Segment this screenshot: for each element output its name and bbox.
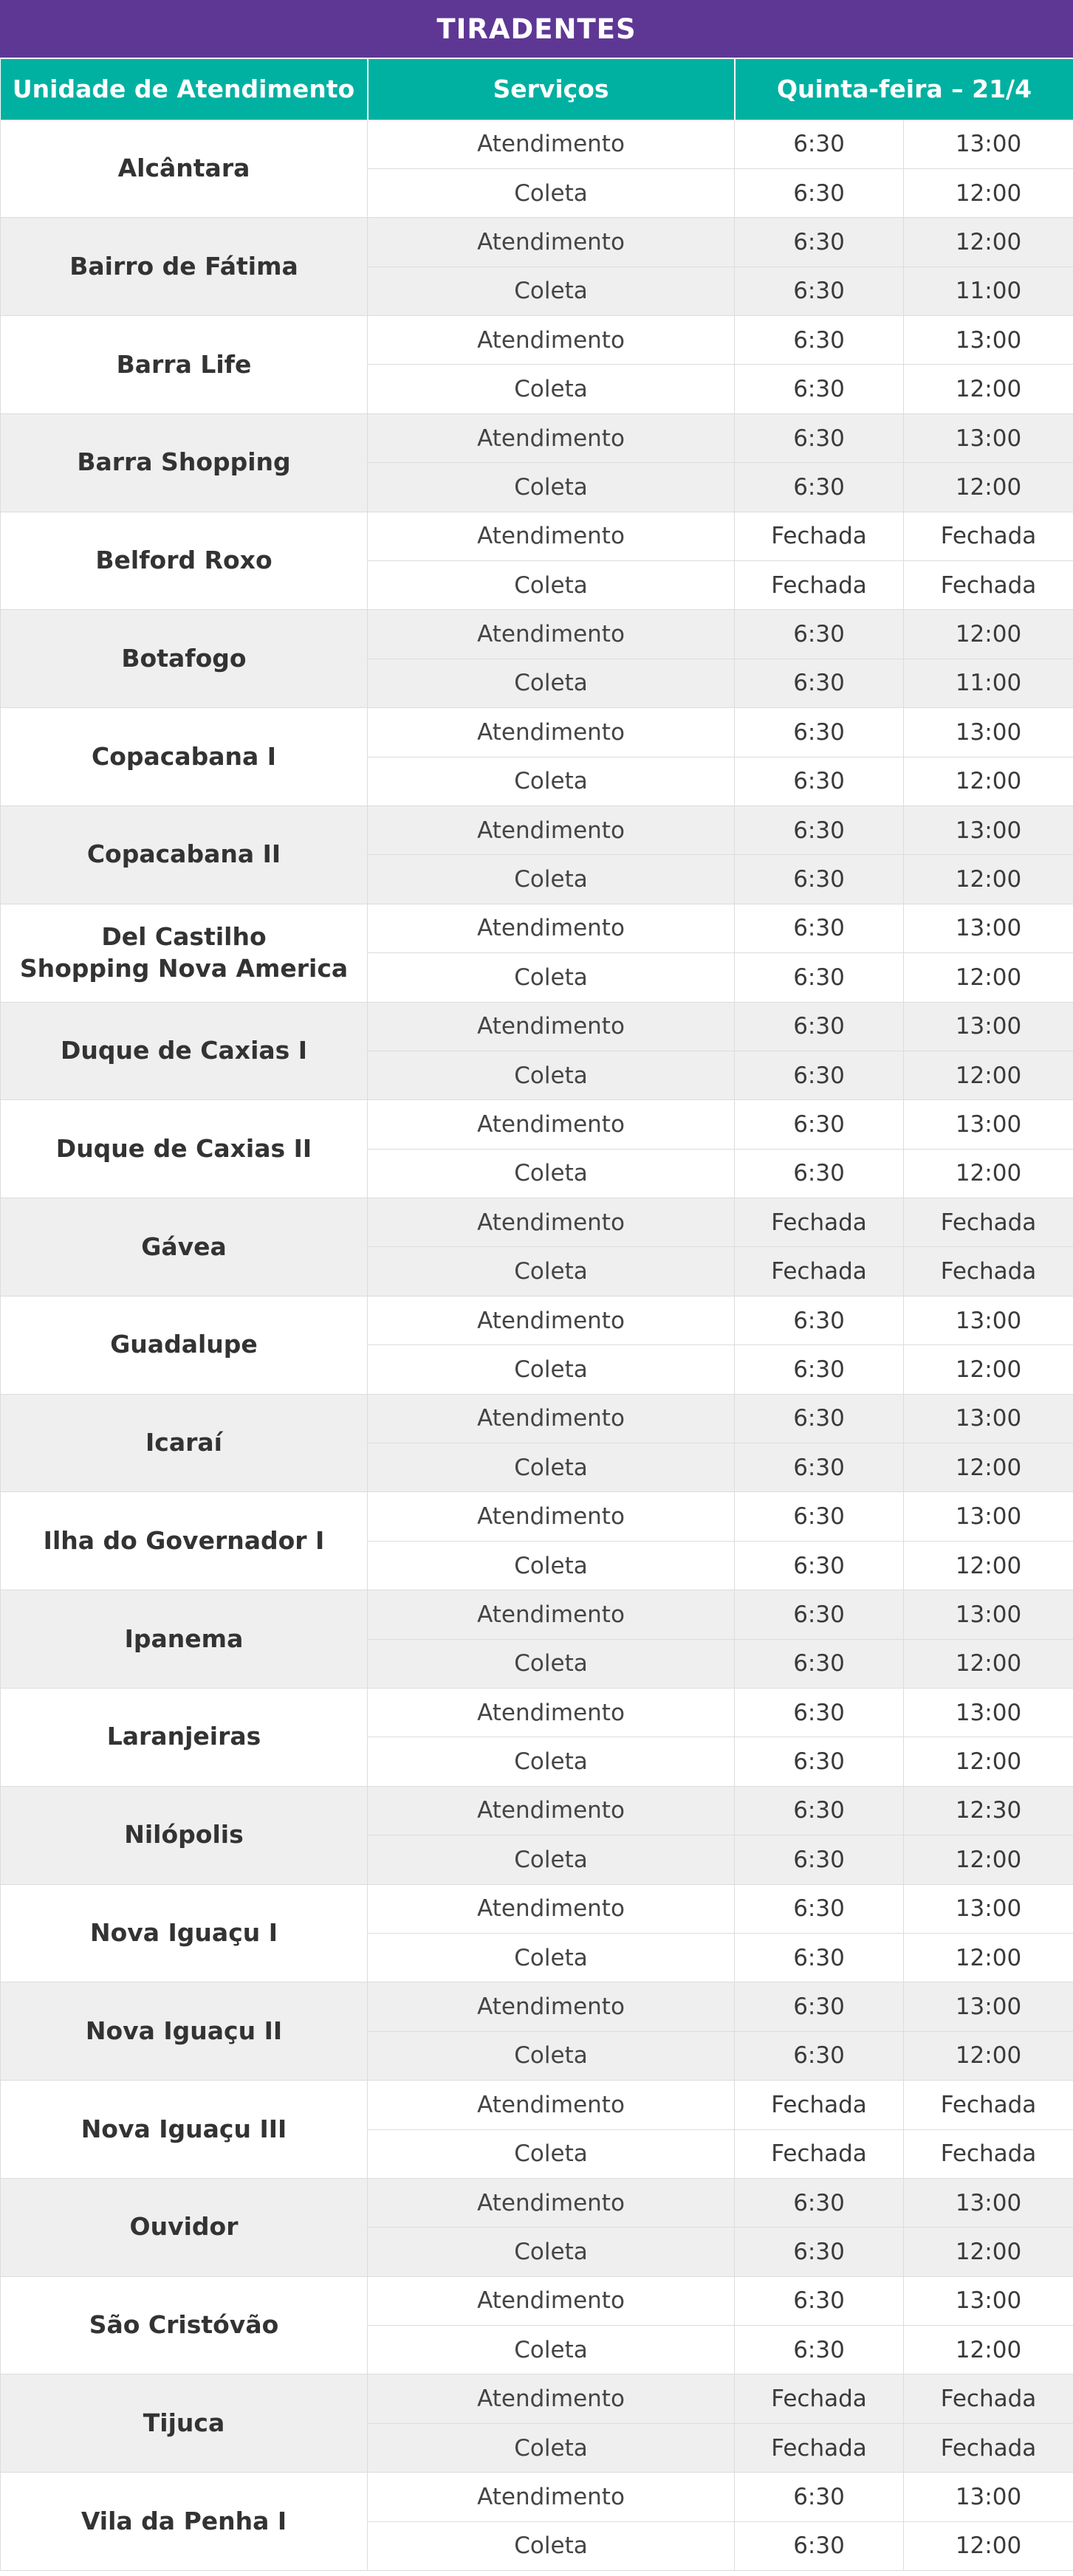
service-cell: Coleta [368, 855, 735, 904]
unit-name: Nilópolis [1, 1786, 368, 1884]
open-time-cell: 6:30 [735, 1443, 904, 1492]
service-cell: Coleta [368, 1345, 735, 1394]
table-row [1, 1100, 1073, 1149]
service-cell: Coleta [368, 1443, 735, 1492]
service-cell: Coleta [368, 463, 735, 512]
service-cell: Coleta [368, 659, 735, 707]
service-cell: Atendimento [368, 610, 735, 659]
table-row [1, 512, 1073, 560]
service-cell: Atendimento [368, 512, 735, 560]
open-time-cell: Fechada [735, 561, 904, 610]
service-cell: Atendimento [368, 708, 735, 757]
service-cell: Coleta [368, 757, 735, 806]
open-time-cell: 6:30 [735, 953, 904, 1002]
table-row [1, 1786, 1073, 1835]
table-row [1, 904, 1073, 952]
open-time-cell: 6:30 [735, 2326, 904, 2374]
open-time-cell: 6:30 [735, 1345, 904, 1394]
close-time-cell: 12:00 [904, 2228, 1073, 2276]
unit-name: Botafogo [1, 610, 368, 708]
close-time-cell: 12:00 [904, 855, 1073, 904]
open-time-cell: 6:30 [735, 2521, 904, 2570]
unit-name: Del Castilho Shopping Nova America [1, 904, 368, 1002]
unit-name: São Cristóvão [1, 2276, 368, 2374]
service-cell: Coleta [368, 1541, 735, 1590]
service-cell: Coleta [368, 1737, 735, 1786]
close-time-cell: Fechada [904, 561, 1073, 610]
table-row [1, 2178, 1073, 2227]
service-cell: Atendimento [368, 316, 735, 365]
unit-name: Tijuca [1, 2374, 368, 2473]
open-time-cell: 6:30 [735, 904, 904, 952]
service-cell: Coleta [368, 365, 735, 413]
unit-name: Nova Iguaçu II [1, 1982, 368, 2081]
service-cell: Coleta [368, 1051, 735, 1099]
service-cell: Atendimento [368, 2473, 735, 2521]
close-time-cell: 13:00 [904, 904, 1073, 952]
open-time-cell: 6:30 [735, 1541, 904, 1590]
open-time-cell: 6:30 [735, 1737, 904, 1786]
service-cell: Atendimento [368, 904, 735, 952]
close-time-cell: 13:00 [904, 708, 1073, 757]
service-cell: Atendimento [368, 1786, 735, 1835]
service-cell: Coleta [368, 1149, 735, 1198]
close-time-cell: 13:00 [904, 413, 1073, 462]
table-row [1, 1002, 1073, 1051]
service-cell: Atendimento [368, 1394, 735, 1443]
unit-name: Icaraí [1, 1394, 368, 1492]
close-time-cell: 12:00 [904, 2326, 1073, 2374]
service-cell: Coleta [368, 1835, 735, 1884]
service-cell: Coleta [368, 2521, 735, 2570]
table-row [1, 1689, 1073, 1737]
open-time-cell: 6:30 [735, 855, 904, 904]
service-cell: Atendimento [368, 1100, 735, 1149]
close-time-cell: 12:00 [904, 1149, 1073, 1198]
service-cell: Coleta [368, 2228, 735, 2276]
open-time-cell: 6:30 [735, 1051, 904, 1099]
open-time-cell: 6:30 [735, 1492, 904, 1541]
close-time-cell: 13:00 [904, 1492, 1073, 1541]
open-time-cell: 6:30 [735, 168, 904, 217]
unit-name: Copacabana I [1, 708, 368, 806]
service-cell: Coleta [368, 1933, 735, 1982]
close-time-cell: 13:00 [904, 120, 1073, 168]
close-time-cell: 13:00 [904, 1100, 1073, 1149]
open-time-cell: Fechada [735, 512, 904, 560]
unit-name: Belford Roxo [1, 512, 368, 610]
service-cell: Atendimento [368, 2276, 735, 2325]
open-time-cell: Fechada [735, 2374, 904, 2423]
close-time-cell: 12:00 [904, 365, 1073, 413]
table-row [1, 1296, 1073, 1344]
unit-name: Duque de Caxias I [1, 1002, 368, 1100]
unit-name: Gávea [1, 1198, 368, 1296]
close-time-cell: Fechada [904, 1247, 1073, 1296]
service-cell: Atendimento [368, 1689, 735, 1737]
table-row [1, 1492, 1073, 1541]
close-time-cell: 13:00 [904, 1982, 1073, 2031]
close-time-cell: 11:00 [904, 267, 1073, 315]
close-time-cell: 12:00 [904, 1835, 1073, 1884]
open-time-cell: 6:30 [735, 267, 904, 315]
open-time-cell: Fechada [735, 2423, 904, 2472]
service-cell: Coleta [368, 1639, 735, 1688]
close-time-cell: 12:00 [904, 1737, 1073, 1786]
close-time-cell: 12:00 [904, 218, 1073, 267]
schedule-table [0, 59, 1073, 2571]
open-time-cell: 6:30 [735, 2473, 904, 2521]
close-time-cell: 12:00 [904, 463, 1073, 512]
service-cell: Atendimento [368, 1198, 735, 1247]
unit-name: Barra Life [1, 316, 368, 414]
close-time-cell: Fechada [904, 2081, 1073, 2129]
service-cell: Atendimento [368, 120, 735, 168]
service-cell: Atendimento [368, 1982, 735, 2031]
unit-name: Vila da Penha I [1, 2473, 368, 2571]
open-time-cell: 6:30 [735, 757, 904, 806]
table-row [1, 218, 1073, 267]
open-time-cell: 6:30 [735, 1689, 904, 1737]
open-time-cell: 6:30 [735, 1100, 904, 1149]
close-time-cell: 12:00 [904, 1345, 1073, 1394]
table-row [1, 316, 1073, 365]
unit-name: Barra Shopping [1, 413, 368, 512]
open-time-cell: 6:30 [735, 1982, 904, 2031]
close-time-cell: 13:00 [904, 2473, 1073, 2521]
table-row [1, 2276, 1073, 2325]
table-row [1, 1884, 1073, 1933]
service-cell: Atendimento [368, 1590, 735, 1639]
close-time-cell: 13:00 [904, 2178, 1073, 2227]
close-time-cell: 12:00 [904, 1443, 1073, 1492]
header-row [1, 59, 1073, 120]
open-time-cell: 6:30 [735, 2276, 904, 2325]
open-time-cell: 6:30 [735, 316, 904, 365]
open-time-cell: Fechada [735, 1247, 904, 1296]
table-row [1, 806, 1073, 854]
close-time-cell: Fechada [904, 512, 1073, 560]
table-row [1, 2473, 1073, 2521]
close-time-cell: 12:00 [904, 1541, 1073, 1590]
open-time-cell: 6:30 [735, 610, 904, 659]
open-time-cell: 6:30 [735, 2178, 904, 2227]
close-time-cell: 12:00 [904, 953, 1073, 1002]
close-time-cell: Fechada [904, 2423, 1073, 2472]
open-time-cell: 6:30 [735, 2031, 904, 2080]
unit-name: Nova Iguaçu III [1, 2081, 368, 2179]
unit-name: Alcântara [1, 120, 368, 218]
service-cell: Coleta [368, 168, 735, 217]
service-cell: Atendimento [368, 2178, 735, 2227]
close-time-cell: 13:00 [904, 1296, 1073, 1344]
open-time-cell: Fechada [735, 2129, 904, 2178]
close-time-cell: 13:00 [904, 2276, 1073, 2325]
table-row [1, 708, 1073, 757]
unit-name: Nova Iguaçu I [1, 1884, 368, 1982]
close-time-cell: 12:30 [904, 1786, 1073, 1835]
service-cell: Coleta [368, 561, 735, 610]
unit-name: Ouvidor [1, 2178, 368, 2276]
open-time-cell: Fechada [735, 1198, 904, 1247]
service-cell: Atendimento [368, 806, 735, 854]
open-time-cell: 6:30 [735, 708, 904, 757]
close-time-cell: 13:00 [904, 1884, 1073, 1933]
unit-name: Copacabana II [1, 806, 368, 904]
service-cell: Coleta [368, 1247, 735, 1296]
open-time-cell: 6:30 [735, 218, 904, 267]
open-time-cell: 6:30 [735, 1933, 904, 1982]
close-time-cell: 12:00 [904, 757, 1073, 806]
table-row [1, 2081, 1073, 2129]
open-time-cell: 6:30 [735, 1394, 904, 1443]
service-cell: Atendimento [368, 218, 735, 267]
close-time-cell: Fechada [904, 2374, 1073, 2423]
service-cell: Coleta [368, 953, 735, 1002]
unit-name: Bairro de Fátima [1, 218, 368, 316]
service-cell: Coleta [368, 2326, 735, 2374]
open-time-cell: 6:30 [735, 806, 904, 854]
table-row [1, 610, 1073, 659]
open-time-cell: 6:30 [735, 1639, 904, 1688]
service-cell: Atendimento [368, 1002, 735, 1051]
service-cell: Atendimento [368, 1884, 735, 1933]
table-row [1, 413, 1073, 462]
schedule-body [1, 120, 1073, 2571]
close-time-cell: 13:00 [904, 1590, 1073, 1639]
service-cell: Atendimento [368, 1492, 735, 1541]
table-row [1, 1198, 1073, 1247]
open-time-cell: 6:30 [735, 1149, 904, 1198]
unit-name: Ipanema [1, 1590, 368, 1689]
close-time-cell: 13:00 [904, 1002, 1073, 1051]
close-time-cell: 12:00 [904, 2031, 1073, 2080]
page-title: TIRADENTES [0, 0, 1073, 59]
close-time-cell: Fechada [904, 2129, 1073, 2178]
open-time-cell: 6:30 [735, 365, 904, 413]
table-row [1, 2374, 1073, 2423]
table-row [1, 1590, 1073, 1639]
close-time-cell: 12:00 [904, 1051, 1073, 1099]
open-time-cell: Fechada [735, 2081, 904, 2129]
service-cell: Coleta [368, 2129, 735, 2178]
open-time-cell: 6:30 [735, 120, 904, 168]
close-time-cell: Fechada [904, 1198, 1073, 1247]
close-time-cell: 13:00 [904, 1689, 1073, 1737]
header-services: Serviços [368, 59, 735, 120]
open-time-cell: 6:30 [735, 1296, 904, 1344]
open-time-cell: 6:30 [735, 1590, 904, 1639]
service-cell: Atendimento [368, 1296, 735, 1344]
open-time-cell: 6:30 [735, 413, 904, 462]
unit-name: Ilha do Governador I [1, 1492, 368, 1590]
close-time-cell: 11:00 [904, 659, 1073, 707]
open-time-cell: 6:30 [735, 1002, 904, 1051]
service-cell: Atendimento [368, 2081, 735, 2129]
header-unit: Unidade de Atendimento [1, 59, 368, 120]
table-row [1, 1394, 1073, 1443]
service-cell: Coleta [368, 267, 735, 315]
close-time-cell: 13:00 [904, 316, 1073, 365]
unit-name: Duque de Caxias II [1, 1100, 368, 1198]
service-cell: Coleta [368, 2423, 735, 2472]
close-time-cell: 13:00 [904, 1394, 1073, 1443]
unit-name: Guadalupe [1, 1296, 368, 1394]
close-time-cell: 12:00 [904, 610, 1073, 659]
close-time-cell: 12:00 [904, 168, 1073, 217]
table-row [1, 1982, 1073, 2031]
close-time-cell: 12:00 [904, 2521, 1073, 2570]
close-time-cell: 12:00 [904, 1933, 1073, 1982]
open-time-cell: 6:30 [735, 1835, 904, 1884]
unit-name: Laranjeiras [1, 1689, 368, 1787]
open-time-cell: 6:30 [735, 463, 904, 512]
service-cell: Atendimento [368, 413, 735, 462]
open-time-cell: 6:30 [735, 1884, 904, 1933]
open-time-cell: 6:30 [735, 2228, 904, 2276]
header-day: Quinta-feira – 21/4 [735, 59, 1073, 120]
close-time-cell: 13:00 [904, 806, 1073, 854]
service-cell: Coleta [368, 2031, 735, 2080]
table-row [1, 120, 1073, 168]
close-time-cell: 12:00 [904, 1639, 1073, 1688]
open-time-cell: 6:30 [735, 659, 904, 707]
service-cell: Atendimento [368, 2374, 735, 2423]
open-time-cell: 6:30 [735, 1786, 904, 1835]
